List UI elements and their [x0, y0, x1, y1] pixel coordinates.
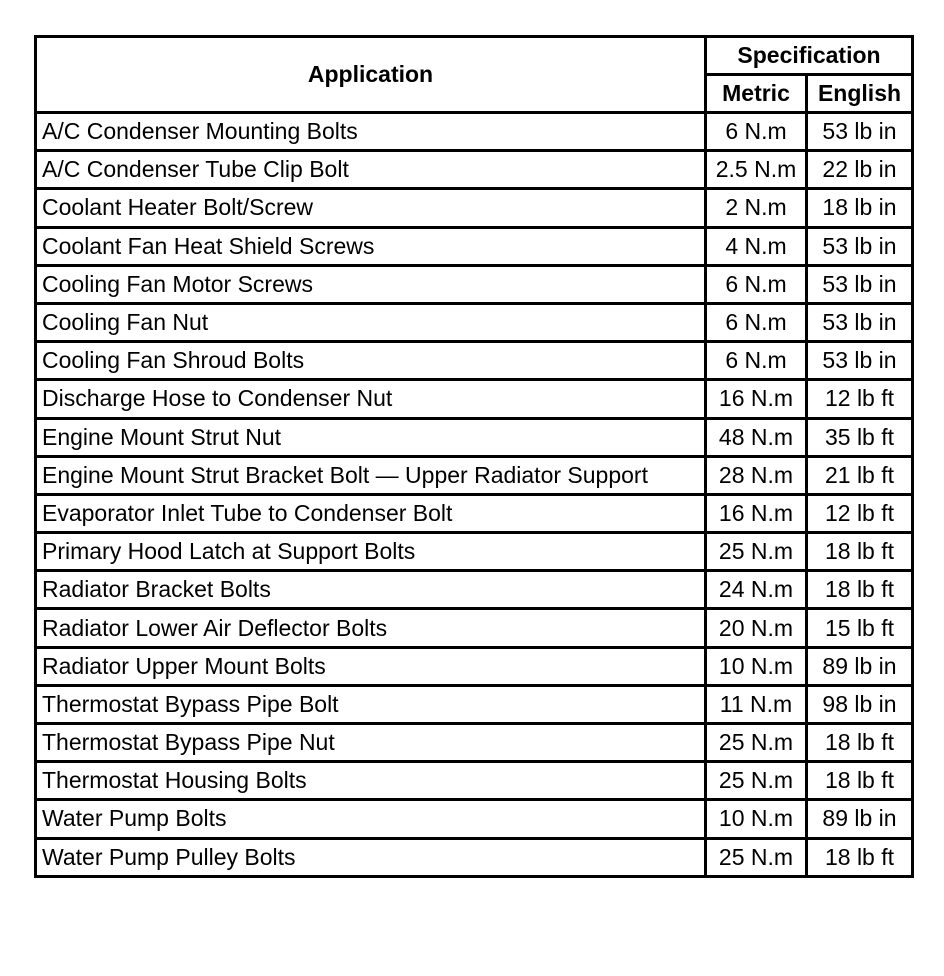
- metric-cell: 10 N.m: [706, 647, 807, 685]
- metric-cell: 25 N.m: [706, 724, 807, 762]
- english-cell: 89 lb in: [807, 647, 913, 685]
- application-cell: Cooling Fan Nut: [36, 303, 706, 341]
- table-row: [36, 265, 913, 303]
- english-cell: 18 lb in: [807, 189, 913, 227]
- metric-header: Metric: [706, 75, 807, 113]
- application-cell: Water Pump Bolts: [36, 800, 706, 838]
- english-cell: 53 lb in: [807, 265, 913, 303]
- table-row: [36, 303, 913, 341]
- metric-cell: 16 N.m: [706, 380, 807, 418]
- english-cell: 15 lb ft: [807, 609, 913, 647]
- metric-cell: 24 N.m: [706, 571, 807, 609]
- english-cell: 53 lb in: [807, 227, 913, 265]
- application-cell: Thermostat Bypass Pipe Bolt: [36, 685, 706, 723]
- metric-cell: 6 N.m: [706, 342, 807, 380]
- english-cell: 21 lb ft: [807, 456, 913, 494]
- application-cell: Evaporator Inlet Tube to Condenser Bolt: [36, 494, 706, 532]
- metric-cell: 6 N.m: [706, 113, 807, 151]
- english-cell: 18 lb ft: [807, 762, 913, 800]
- application-cell: Coolant Heater Bolt/Screw: [36, 189, 706, 227]
- metric-cell: 28 N.m: [706, 456, 807, 494]
- application-cell: Thermostat Bypass Pipe Nut: [36, 724, 706, 762]
- metric-cell: 16 N.m: [706, 494, 807, 532]
- table-row: [36, 227, 913, 265]
- metric-cell: 11 N.m: [706, 685, 807, 723]
- english-cell: 89 lb in: [807, 800, 913, 838]
- english-cell: 18 lb ft: [807, 571, 913, 609]
- metric-cell: 10 N.m: [706, 800, 807, 838]
- english-cell: 12 lb ft: [807, 380, 913, 418]
- table-row: [36, 113, 913, 151]
- specification-header: Specification: [706, 37, 913, 75]
- english-header: English: [807, 75, 913, 113]
- application-cell: Radiator Lower Air Deflector Bolts: [36, 609, 706, 647]
- application-cell: A/C Condenser Tube Clip Bolt: [36, 151, 706, 189]
- metric-cell: 25 N.m: [706, 533, 807, 571]
- table-row: [36, 724, 913, 762]
- table-row: [36, 800, 913, 838]
- table-row: [36, 342, 913, 380]
- table-header: [36, 37, 913, 113]
- application-cell: Engine Mount Strut Bracket Bolt — Upper Radiator Support: [36, 456, 706, 494]
- table-row: [36, 494, 913, 532]
- table-row: [36, 189, 913, 227]
- application-cell: Engine Mount Strut Nut: [36, 418, 706, 456]
- application-header: Application: [36, 37, 706, 113]
- metric-cell: 6 N.m: [706, 303, 807, 341]
- table-row: [36, 762, 913, 800]
- table-row: [36, 380, 913, 418]
- header-row-top: [36, 37, 913, 75]
- english-cell: 18 lb ft: [807, 838, 913, 876]
- application-cell: Water Pump Pulley Bolts: [36, 838, 706, 876]
- metric-cell: 2.5 N.m: [706, 151, 807, 189]
- metric-cell: 20 N.m: [706, 609, 807, 647]
- application-cell: Primary Hood Latch at Support Bolts: [36, 533, 706, 571]
- english-cell: 98 lb in: [807, 685, 913, 723]
- metric-cell: 2 N.m: [706, 189, 807, 227]
- english-cell: 18 lb ft: [807, 533, 913, 571]
- table-body: [36, 113, 913, 877]
- application-cell: Radiator Bracket Bolts: [36, 571, 706, 609]
- application-cell: Cooling Fan Shroud Bolts: [36, 342, 706, 380]
- metric-cell: 4 N.m: [706, 227, 807, 265]
- table-row: [36, 685, 913, 723]
- application-cell: Discharge Hose to Condenser Nut: [36, 380, 706, 418]
- application-cell: Coolant Fan Heat Shield Screws: [36, 227, 706, 265]
- table-row: [36, 456, 913, 494]
- english-cell: 35 lb ft: [807, 418, 913, 456]
- english-cell: 18 lb ft: [807, 724, 913, 762]
- application-cell: Thermostat Housing Bolts: [36, 762, 706, 800]
- metric-cell: 48 N.m: [706, 418, 807, 456]
- english-cell: 12 lb ft: [807, 494, 913, 532]
- table-row: [36, 571, 913, 609]
- table-row: [36, 418, 913, 456]
- english-cell: 22 lb in: [807, 151, 913, 189]
- english-cell: 53 lb in: [807, 113, 913, 151]
- application-cell: Radiator Upper Mount Bolts: [36, 647, 706, 685]
- table-row: [36, 533, 913, 571]
- english-cell: 53 lb in: [807, 303, 913, 341]
- table-row: [36, 647, 913, 685]
- application-cell: Cooling Fan Motor Screws: [36, 265, 706, 303]
- table-row: [36, 609, 913, 647]
- specification-table: [34, 35, 914, 878]
- application-cell: A/C Condenser Mounting Bolts: [36, 113, 706, 151]
- metric-cell: 6 N.m: [706, 265, 807, 303]
- metric-cell: 25 N.m: [706, 838, 807, 876]
- table-row: [36, 838, 913, 876]
- metric-cell: 25 N.m: [706, 762, 807, 800]
- table-row: [36, 151, 913, 189]
- english-cell: 53 lb in: [807, 342, 913, 380]
